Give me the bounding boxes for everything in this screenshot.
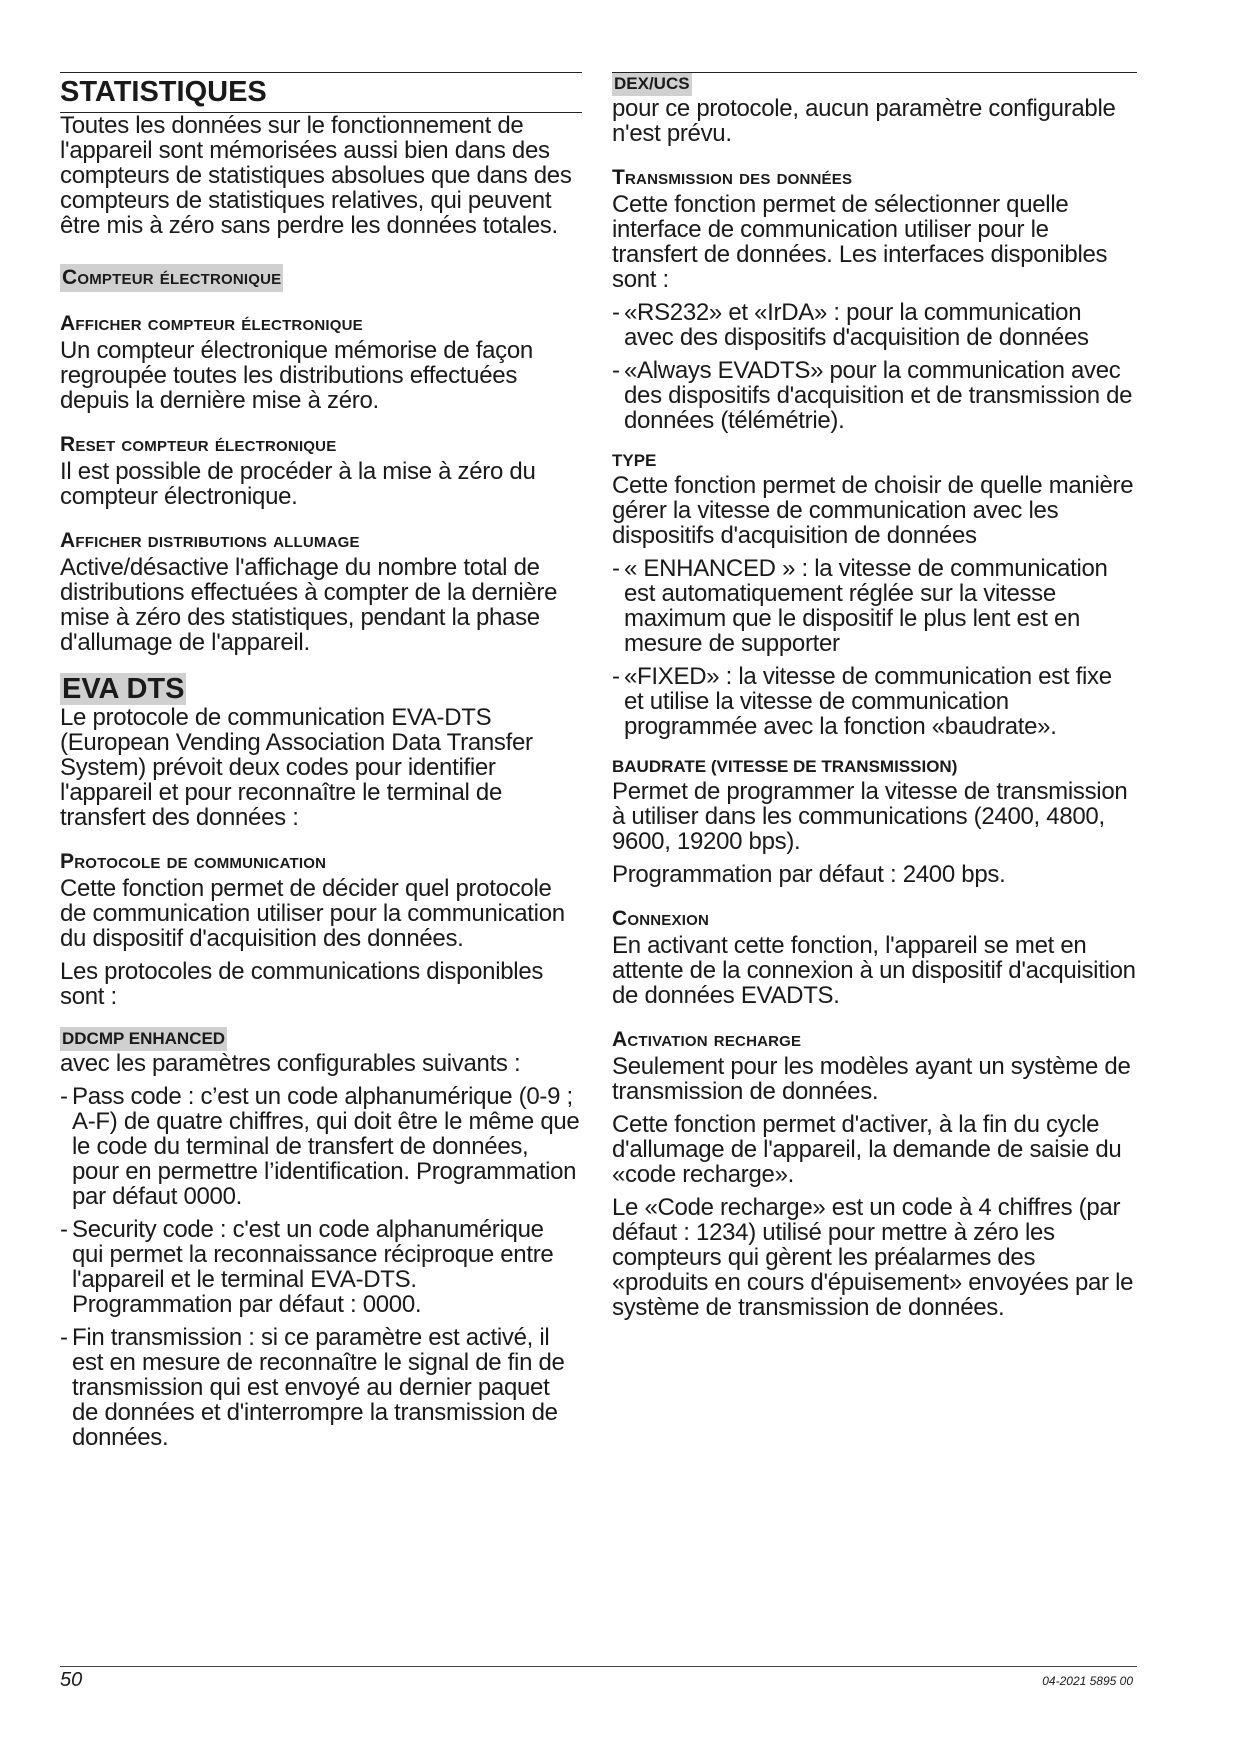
evadts-text: Le protocole de communication EVA-DTS (European Vending Association Data Transfer System) prévoit deux codes pour identifier l'appareil et pour reconnaître le terminal de transfert des données : <box>60 704 533 831</box>
protocole-text-2: Les protocoles de communications disponibles sont : <box>60 958 544 1010</box>
heading-dexucs: DEX/UCS <box>612 72 692 96</box>
heading-afficher-distributions: Afficher distributions allumage <box>60 529 360 552</box>
heading-connexion: Connexion <box>612 907 709 930</box>
heading-protocole: Protocole de communication <box>60 850 327 873</box>
activation-text-3: Le «Code recharge» est un code à 4 chiffres (par défaut : 1234) utilisé pour mettre à zéro les compteurs qui gèrent les préalarmes des «produits en cours d'épuisement» envoyées par le système de transmission de données. <box>612 1194 1134 1321</box>
list-item: - « ENHANCED » : la vitesse de communication est automatiquement réglée sur la vitesse maximum que le dispositif le plus lent est en mesure de supporter <box>612 556 1137 656</box>
statistiques-text: Toutes les données sur le fonctionnement de l'appareil sont mémorisées aussi bien dans des compteurs de statistiques absolues que dans des compteurs de statistiques relatives, qui peuvent être mis à zéro sans perdre les données totales. <box>60 112 572 239</box>
heading-reset-compteur: Reset compteur électronique <box>60 433 337 456</box>
type-text: Cette fonction permet de choisir de quelle manière gérer la vitesse de communication avec les dispositifs d'acquisition de données <box>612 472 1134 549</box>
dexucs-text: pour ce protocole, aucun paramètre configurable n'est prévu. <box>612 95 1116 147</box>
baudrate-text-2: Programmation par défaut : 2400 bps. <box>612 861 1006 888</box>
list-item: - «FIXED» : la vitesse de communication est fixe et utilise la vitesse de communication programmée avec la fonction «baudrate». <box>612 664 1137 739</box>
subsection-title-compteur: Compteur électronique <box>60 264 283 292</box>
right-column <box>612 70 1137 1320</box>
list-item: - Security code : c'est un code alphanumérique qui permet la reconnaissance réciproque entre l'appareil et le terminal EVA-DTS. Programmation par défaut : 0000. <box>60 1217 580 1317</box>
transmission-text: Cette fonction permet de sélectionner quelle interface de communication utiliser pour le transfert de données. Les interfaces disponibles sont : <box>612 191 1108 293</box>
list-item: - «RS232» et «IrDA» : pour la communication avec des dispositifs d'acquisition de données <box>612 300 1137 350</box>
ddcmp-text: avec les paramètres configurables suivants : <box>60 1050 521 1077</box>
heading-activation: Activation recharge <box>612 1028 802 1051</box>
list-item: - «Always EVADTS» pour la communication avec des dispositifs d'acquisition et de transmission de données (télémétrie). <box>612 358 1137 433</box>
heading-type: TYPE <box>612 451 657 470</box>
afficher-distributions-text: Active/désactive l'affichage du nombre total de distributions effectuées à compter de la dernière mise à zéro des statistiques, pendant la phase d'allumage de l'appareil. <box>60 554 558 656</box>
reset-compteur-text: Il est possible de procéder à la mise à zéro du compteur électronique. <box>60 458 536 510</box>
activation-text-1: Seulement pour les modèles ayant un système de transmission de données. <box>612 1053 1131 1105</box>
transmission-list <box>612 300 1137 433</box>
heading-transmission: Transmission des données <box>612 166 853 189</box>
type-list <box>612 556 1137 739</box>
heading-afficher-compteur: Afficher compteur électronique <box>60 312 363 335</box>
footer-divider <box>60 1666 1137 1667</box>
ddcmp-list <box>60 1084 580 1450</box>
heading-ddcmp: DDCMP ENHANCED <box>60 1027 227 1051</box>
page-number: 50 <box>60 1669 83 1691</box>
section-title-statistiques: STATISTIQUES <box>60 70 582 113</box>
heading-baudrate: BAUDRATE (VITESSE DE TRANSMISSION) <box>612 757 958 776</box>
baudrate-text-1: Permet de programmer la vitesse de transmission à utiliser dans les communications (2400, 4800, 9600, 19200 bps). <box>612 778 1128 855</box>
left-column <box>60 70 580 1458</box>
activation-text-2: Cette fonction permet d'activer, à la fin du cycle d'allumage de l'appareil, la demande de saisie du «code recharge». <box>612 1111 1122 1188</box>
section-title-evadts: EVA DTS <box>62 673 185 705</box>
protocole-text-1: Cette fonction permet de décider quel protocole de communication utiliser pour la communication du dispositif d'acquisition des données. <box>60 875 565 952</box>
document-code: 04-2021 5895 00 <box>1042 1674 1133 1688</box>
list-item: - Fin transmission : si ce paramètre est activé, il est en mesure de reconnaître le signal de fin de transmission qui est envoyé au dernier paquet de données et d'interrompre la transmission de données. <box>60 1325 580 1450</box>
connexion-text: En activant cette fonction, l'appareil se met en attente de la connexion à un dispositif d'acquisition de données EVADTS. <box>612 932 1136 1009</box>
afficher-compteur-text: Un compteur électronique mémorise de façon regroupée toutes les distributions effectuées depuis la dernière mise à zéro. <box>60 337 533 414</box>
list-item: - Pass code : c’est un code alphanumérique (0-9 ; A-F) de quatre chiffres, qui doit être le même que le code du terminal de transfert de données, pour en permettre l’identification. Programmation par défaut 0000. <box>60 1084 580 1209</box>
